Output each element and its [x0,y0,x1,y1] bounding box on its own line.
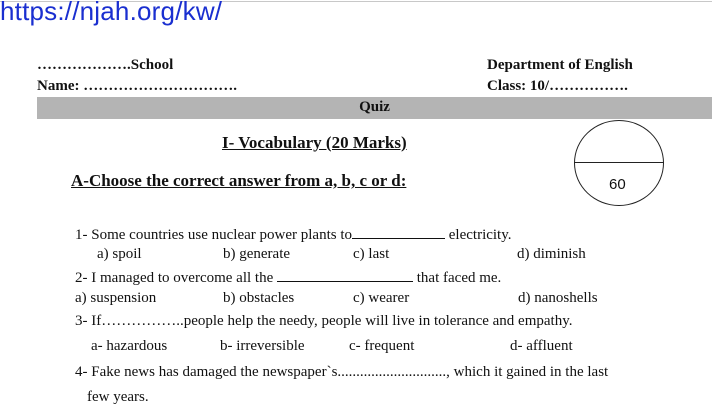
question-2-option-d: d) nanoshells [518,290,598,306]
question-4-stem-continued: few years. [87,389,149,405]
class-field: Class: 10/……………. [487,78,628,94]
score-circle [574,120,664,206]
question-3-stem: 3- If……………..people help the needy, people will live in tolerance and empathy. [75,313,573,329]
question-1-option-d: d) diminish [517,246,586,262]
question-1-option-a: a) spoil [97,246,142,262]
quiz-label: Quiz [359,99,390,115]
question-1-text-after: electricity. [445,227,512,243]
answer-blank [277,268,413,282]
question-2-option-b: b) obstacles [223,290,295,306]
source-url[interactable]: https://njah.org/kw/ [0,0,223,26]
question-3-option-d: d- affluent [510,338,573,354]
section-instruction: A-Choose the correct answer from a, b, c or d: [71,171,407,190]
department-label: Department of English [487,57,633,73]
question-1-option-b: b) generate [223,246,291,262]
total-score: 60 [609,176,626,193]
question-2-option-c: c) wearer [353,290,410,306]
quiz-banner [37,97,712,119]
question-4-stem: 4- Fake news has damaged the newspaper`s............................., which it gained in the last [75,364,609,380]
score-circle-divider [574,162,664,163]
question-3-option-c: c- frequent [349,338,415,354]
question-2-text-before: 2- I managed to overcome all the [75,270,278,286]
question-3-option-b: b- irreversible [220,338,305,354]
name-field: Name: …………………………. [37,78,237,94]
question-1-option-c: c) last [353,246,390,262]
question-1-stem [75,225,512,244]
question-1-text-before: 1- Some countries use nuclear power plants to [75,227,353,243]
question-2-option-a: a) suspension [75,290,157,306]
question-2-stem [75,268,501,287]
question-2-text-after: that faced me. [413,270,502,286]
answer-blank [352,225,445,239]
section-title: I- Vocabulary (20 Marks) [222,133,407,152]
question-3-option-a: a- hazardous [91,338,168,354]
school-field: ……………….School [37,57,174,73]
